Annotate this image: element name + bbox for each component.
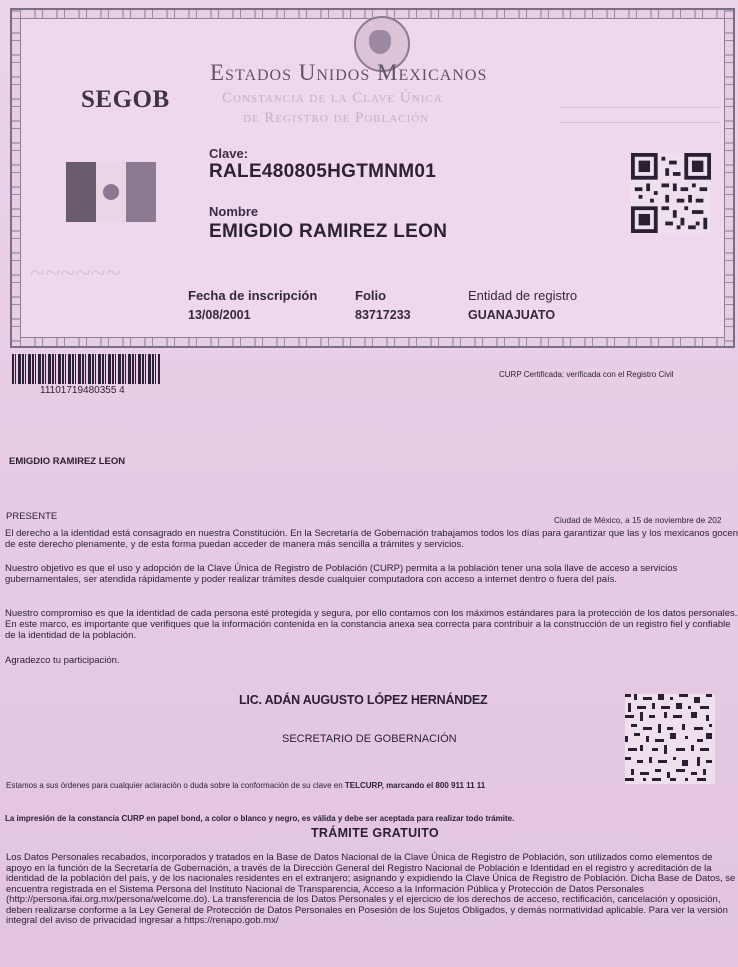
signer-title: SECRETARIO DE GOBERNACIÓN xyxy=(282,733,457,745)
frame-border-bottom xyxy=(12,338,733,346)
curp-certified-note: CURP Certificada: verificada con el Registro Civil xyxy=(499,370,674,379)
clave-value: RALE480805HGTMNM01 xyxy=(209,161,437,182)
nombre-value: EMIGDIO RAMIREZ LEON xyxy=(209,221,448,242)
country-title: Estados Unidos Mexicanos xyxy=(210,60,488,85)
agency-name: SEGOB xyxy=(81,86,170,113)
privacy-notice: Los Datos Personales recabados, incorporados y tratados en la Base de Datos Nacional de la Clave Única de Registro de Población, son utilizados como elementos de apoyo en la función de la Secretaría de Gobernación, a través de la Dirección General del Registro Nacional de Población e Identidad en el registro y acreditación de la identidad de la población del país, y de los nacionales residentes en el extranjero; asignando y expidiendo la Clave Única de Registro de Población. Dicha Base de Datos, se encuentra registrada en el Sistema Persona del Instituto Nacional de Transparencia, Acceso a la Información Pública y Protección de Datos Personales (http://persona.ifai.org.mx/persona/welcome.do). La transferencia de los Datos Personales y el ejercicio de los derechos de acceso, rectificación, cancelación y oposición, deben realizarse conforme a la Ley General de Protección de Datos Personales en Posesión de los Sujetos Obligados, y demás normatividad aplicable. Para ver la versión integral del aviso de privacidad ingresar a https://renapo.gob.mx/ xyxy=(6,852,736,926)
paragraph-3: Nuestro compromiso es que la identidad de cada persona esté protegida y segura, por ello contamos con los máximos estándares para la protección de los datos personales. En este marco, es importante que verifiques que la información contenida en la constancia anexa sea correcta para contribuir a la construcción de un registro fiel y confiable de la identidad de la población. xyxy=(5,608,738,641)
salutation: PRESENTE xyxy=(6,511,58,522)
fecha-value: 13/08/2001 xyxy=(188,308,251,322)
fecha-label: Fecha de inscripción xyxy=(188,288,318,303)
free-procedure-heading: TRÁMITE GRATUITO xyxy=(311,826,439,840)
entidad-label: Entidad de registro xyxy=(468,288,578,303)
frame-border-right xyxy=(725,10,733,346)
print-validity-notice: La impresión de la constancia CURP en papel bond, a color o blanco y negro, es válida y debe ser aceptada para realizar todo trámite. xyxy=(5,814,515,823)
faded-text-decoration xyxy=(560,107,720,123)
mexico-flag-icon xyxy=(66,162,156,222)
nombre-label: Nombre xyxy=(209,204,259,219)
recipient-name: EMIGDIO RAMIREZ LEON xyxy=(9,456,126,467)
barcode-icon xyxy=(12,354,160,384)
watermark-decoration: ~~~~~~ xyxy=(30,258,121,289)
clave-label: Clave: xyxy=(209,146,249,161)
paragraph-2: Nuestro objetivo es que el uso y adopción de la Clave Única de Registro de Población (CURP) permita a la población tener una sola llave de acceso a servicios gubernamentales, ser atendida rápidamente y poder realizar trámites desde cualquier computadora con acceso a internet dentro o fuera del país. xyxy=(5,563,678,585)
signer-name: LIC. ADÁN AUGUSTO LÓPEZ HERNÁNDEZ xyxy=(239,693,488,707)
document-title-line1: Constancia de la Clave Única xyxy=(222,90,443,106)
telcurp-prefix: Estamos a sus órdenes para cualquier aclaración o duda sobre la conformación de su clave en xyxy=(6,781,345,790)
folio-label: Folio xyxy=(355,288,387,303)
barcode-number: 11101719480355 4 xyxy=(40,385,125,396)
telcurp-phone: TELCURP, marcando el 800 911 11 11 xyxy=(344,781,486,790)
telcurp-notice xyxy=(6,781,485,790)
letter-date: Ciudad de México, a 15 de noviembre de 202 xyxy=(554,515,722,525)
paragraph-4: Agradezco tu participación. xyxy=(5,655,120,666)
certificate-qr-code-icon xyxy=(631,153,711,233)
frame-border-left xyxy=(12,10,20,346)
folio-value: 83717233 xyxy=(355,308,411,322)
signature-qr-code-icon xyxy=(625,694,715,784)
document-title-line2: de Registro de Población xyxy=(243,110,430,126)
paragraph-1: El derecho a la identidad está consagrado en nuestra Constitución. En la Secretaría de Gobernación trabajamos todos los días para garantizar que las y los mexicanos gocen de este derecho plenamente, y de esta forma puedan acceder de manera más sencilla a trámites y servicios. xyxy=(5,528,738,550)
entidad-value: GUANAJUATO xyxy=(468,308,556,322)
